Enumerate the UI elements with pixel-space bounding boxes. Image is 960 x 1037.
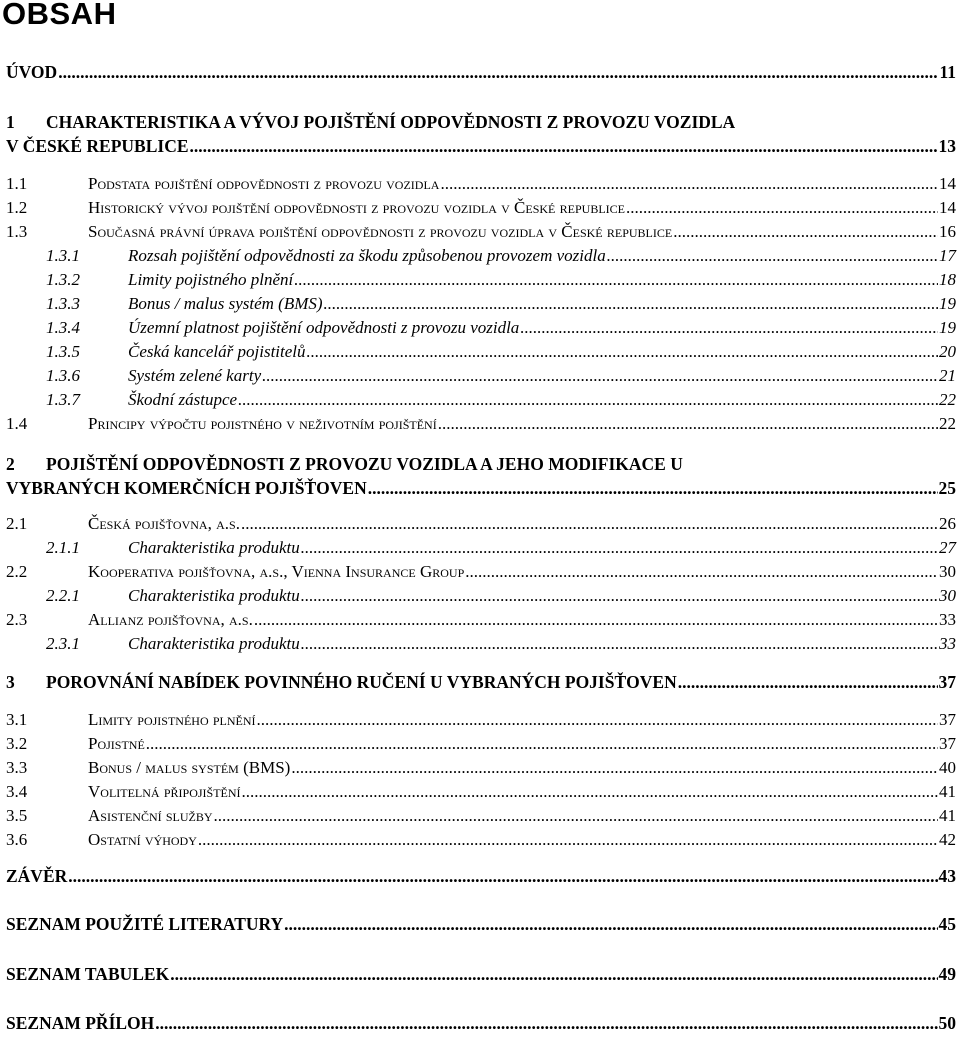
toc-leader	[68, 866, 937, 887]
toc-title: Allianz pojišťovna, a.s.	[88, 610, 253, 629]
toc-number: 1.3.6	[46, 366, 80, 385]
toc-leader	[294, 270, 938, 290]
toc-leader	[626, 198, 938, 218]
toc-page: 22	[939, 390, 956, 409]
toc-number: 1.3.4	[46, 318, 80, 337]
toc-entry-1-3[interactable]	[6, 222, 956, 244]
toc-entry-literatura[interactable]	[6, 914, 956, 936]
toc-number: 1.3.2	[46, 270, 80, 289]
toc-title: VYBRANÝCH KOMERČNÍCH POJIŠŤOVEN	[6, 478, 367, 498]
toc-title: ZÁVĚR	[6, 866, 68, 886]
toc-page: 42	[939, 830, 956, 849]
toc-page: 13	[938, 136, 956, 156]
toc-page: 37	[939, 710, 956, 729]
toc-number: 3.3	[6, 758, 28, 777]
toc-title: Limity pojistného plnění	[128, 270, 294, 289]
toc-leader	[607, 246, 938, 266]
toc-leader	[291, 758, 938, 778]
toc-entry-prilohy[interactable]	[6, 1013, 956, 1035]
toc-entry-2-3[interactable]	[6, 610, 956, 632]
toc-entry-uvod[interactable]	[6, 62, 956, 84]
toc-title: Limity pojistného plnění	[88, 710, 256, 729]
toc-page: 17	[939, 246, 956, 265]
toc-number: 3.1	[6, 710, 28, 729]
toc-page: 14	[939, 198, 956, 217]
toc-page: 20	[939, 342, 956, 361]
toc-leader	[170, 964, 937, 985]
toc-entry-3-1[interactable]	[6, 710, 956, 732]
toc-entry-3-6[interactable]	[6, 830, 956, 852]
toc-title: POJIŠTĚNÍ ODPOVĚDNOSTI Z PROVOZU VOZIDLA A JEHO MODIFIKACE U	[46, 454, 683, 474]
toc-leader	[520, 318, 938, 338]
toc-page: 37	[939, 734, 956, 753]
toc-number: 3.4	[6, 782, 28, 801]
toc-entry-chapter-2[interactable]	[6, 454, 956, 476]
toc-entry-1-1[interactable]	[6, 174, 956, 196]
toc-title: POROVNÁNÍ NABÍDEK POVINNÉHO RUČENÍ U VYBRANÝCH POJIŠŤOVEN	[46, 672, 677, 692]
toc-title: Asistenční služby	[88, 806, 213, 825]
toc-entry-1-3-1[interactable]	[6, 246, 956, 268]
toc-title: ÚVOD	[6, 62, 58, 82]
toc-title: Rozsah pojištění odpovědnosti za škodu způsobenou provozem vozidla	[128, 246, 606, 265]
toc-entry-1-2[interactable]	[6, 198, 956, 220]
toc-entry-1-3-7[interactable]	[6, 390, 956, 412]
toc-leader	[214, 806, 938, 826]
toc-title: Charakteristika produktu	[128, 538, 300, 557]
toc-number: 2.2	[6, 562, 28, 581]
toc-title: SEZNAM POUŽITÉ LITERATURY	[6, 914, 284, 934]
toc-leader	[465, 562, 938, 582]
toc-page: 26	[939, 514, 956, 533]
toc-page: 33	[939, 610, 956, 629]
toc-leader	[254, 610, 938, 630]
toc-title: Systém zelené karty	[128, 366, 262, 385]
toc-number: 1.3	[6, 222, 28, 241]
toc-leader	[301, 586, 938, 606]
toc-leader	[146, 734, 938, 754]
toc-entry-2-3-1[interactable]	[6, 634, 956, 656]
toc-title: Principy výpočtu pojistného v neživotním pojištění	[88, 414, 437, 433]
toc-number: 1.2	[6, 198, 28, 217]
toc-title: Historický vývoj pojištění odpovědnosti z provozu vozidla v České republice	[88, 198, 625, 217]
toc-page: 41	[939, 806, 956, 825]
toc-entry-1-3-6[interactable]	[6, 366, 956, 388]
toc-number: 1.1	[6, 174, 28, 193]
toc-title: Ostatní výhody	[88, 830, 197, 849]
toc-title: Územní platnost pojištění odpovědnosti z provozu vozidla	[128, 318, 520, 337]
toc-number: 2.3.1	[46, 634, 80, 653]
toc-page: 45	[938, 914, 956, 934]
toc-leader	[438, 414, 938, 434]
toc-number: 1.4	[6, 414, 28, 433]
toc-number: 1.3.1	[46, 246, 80, 265]
toc-number: 3.6	[6, 830, 28, 849]
toc-page: 25	[938, 478, 956, 498]
toc-entry-chapter-3[interactable]	[6, 672, 956, 694]
toc-page: 19	[939, 318, 956, 337]
toc-leader	[242, 782, 938, 802]
toc-page: 43	[938, 866, 956, 886]
toc-number: 1.3.7	[46, 390, 80, 409]
toc-entry-1-4[interactable]	[6, 414, 956, 436]
toc-number: 1.3.5	[46, 342, 80, 361]
toc-entry-chapter-1[interactable]	[6, 112, 956, 134]
toc-page: 18	[939, 270, 956, 289]
toc-page: 11	[939, 62, 956, 82]
toc-title: Bonus / malus systém (BMS)	[128, 294, 323, 313]
toc-number: 1	[6, 112, 15, 132]
toc-number: 3.2	[6, 734, 28, 753]
toc-page: 22	[939, 414, 956, 433]
toc-page: 21	[939, 366, 956, 385]
toc-page: 41	[939, 782, 956, 801]
toc-entry-2-2-1[interactable]	[6, 586, 956, 608]
toc-entry-zaver[interactable]	[6, 866, 956, 888]
toc-leader	[284, 914, 937, 935]
toc-page: 14	[939, 174, 956, 193]
toc-leader	[262, 366, 938, 386]
toc-entry-chapter-2-cont[interactable]	[6, 478, 956, 500]
toc-leader	[190, 136, 938, 157]
toc-title: Současná právní úprava pojištění odpovědnosti z provozu vozidla v České republice	[88, 222, 673, 241]
toc-entry-2-2[interactable]	[6, 562, 956, 584]
toc-page: 50	[938, 1013, 956, 1033]
toc-heading: OBSAH	[2, 0, 117, 31]
toc-entry-chapter-1-cont[interactable]	[6, 136, 956, 158]
toc-entry-1-3-2[interactable]	[6, 270, 956, 292]
toc-entry-3-2[interactable]	[6, 734, 956, 756]
toc-title: V ČESKÉ REPUBLICE	[6, 136, 189, 156]
toc-title: CHARAKTERISTIKA A VÝVOJ POJIŠTĚNÍ ODPOVĚDNOSTI Z PROVOZU VOZIDLA	[46, 112, 736, 132]
toc-number: 2.1.1	[46, 538, 80, 557]
toc-page: 27	[939, 538, 956, 557]
toc-title: Česká kancelář pojistitelů	[128, 342, 306, 361]
toc-leader	[58, 62, 938, 83]
toc-title: SEZNAM PŘÍLOH	[6, 1013, 155, 1033]
toc-title: Škodní zástupce	[128, 390, 238, 409]
toc-leader	[301, 634, 938, 654]
toc-leader	[301, 538, 938, 558]
toc-entry-2-1[interactable]	[6, 514, 956, 536]
toc-entry-3-4[interactable]	[6, 782, 956, 804]
toc-page: 19	[939, 294, 956, 313]
toc-page: 30	[939, 586, 956, 605]
toc-entry-2-1-1[interactable]	[6, 538, 956, 560]
toc-entry-1-3-5[interactable]	[6, 342, 956, 364]
toc-entry-1-3-3[interactable]	[6, 294, 956, 316]
toc-leader	[257, 710, 938, 730]
toc-leader	[241, 514, 938, 534]
toc-number: 2.2.1	[46, 586, 80, 605]
toc-leader	[198, 830, 938, 850]
toc-leader	[678, 672, 938, 693]
toc-title: Charakteristika produktu	[128, 634, 300, 653]
toc-entry-1-3-4[interactable]	[6, 318, 956, 340]
toc-leader	[673, 222, 938, 242]
toc-page: 30	[939, 562, 956, 581]
toc-title: Charakteristika produktu	[128, 586, 300, 605]
toc-title: SEZNAM TABULEK	[6, 964, 170, 984]
toc-title: Pojistné	[88, 734, 145, 753]
toc-page: 49	[938, 964, 956, 984]
toc-leader	[307, 342, 938, 362]
toc-page: 37	[938, 672, 956, 692]
toc-entry-3-3[interactable]	[6, 758, 956, 780]
toc-leader	[155, 1013, 937, 1034]
toc-number: 2.3	[6, 610, 28, 629]
toc-number: 3	[6, 672, 15, 692]
toc-title: Podstata pojištění odpovědnosti z provozu vozidla	[88, 174, 440, 193]
toc-title: Bonus / malus systém (BMS)	[88, 758, 291, 777]
toc-page: 40	[939, 758, 956, 777]
toc-leader	[440, 174, 938, 194]
toc-number: 3.5	[6, 806, 28, 825]
toc-entry-tabulky[interactable]	[6, 964, 956, 986]
toc-leader	[368, 478, 938, 499]
toc-page: 16	[939, 222, 956, 241]
toc-entry-3-5[interactable]	[6, 806, 956, 828]
toc-number: 2.1	[6, 514, 28, 533]
toc-leader	[238, 390, 938, 410]
toc-title: Česká pojišťovna, a.s.	[88, 514, 240, 533]
toc-page: 33	[939, 634, 956, 653]
toc-leader	[324, 294, 938, 314]
toc-number: 1.3.3	[46, 294, 80, 313]
toc-title: Kooperativa pojišťovna, a.s., Vienna Insurance Group	[88, 562, 465, 581]
toc-number: 2	[6, 454, 15, 474]
toc-title: Volitelná připojištění	[88, 782, 241, 801]
